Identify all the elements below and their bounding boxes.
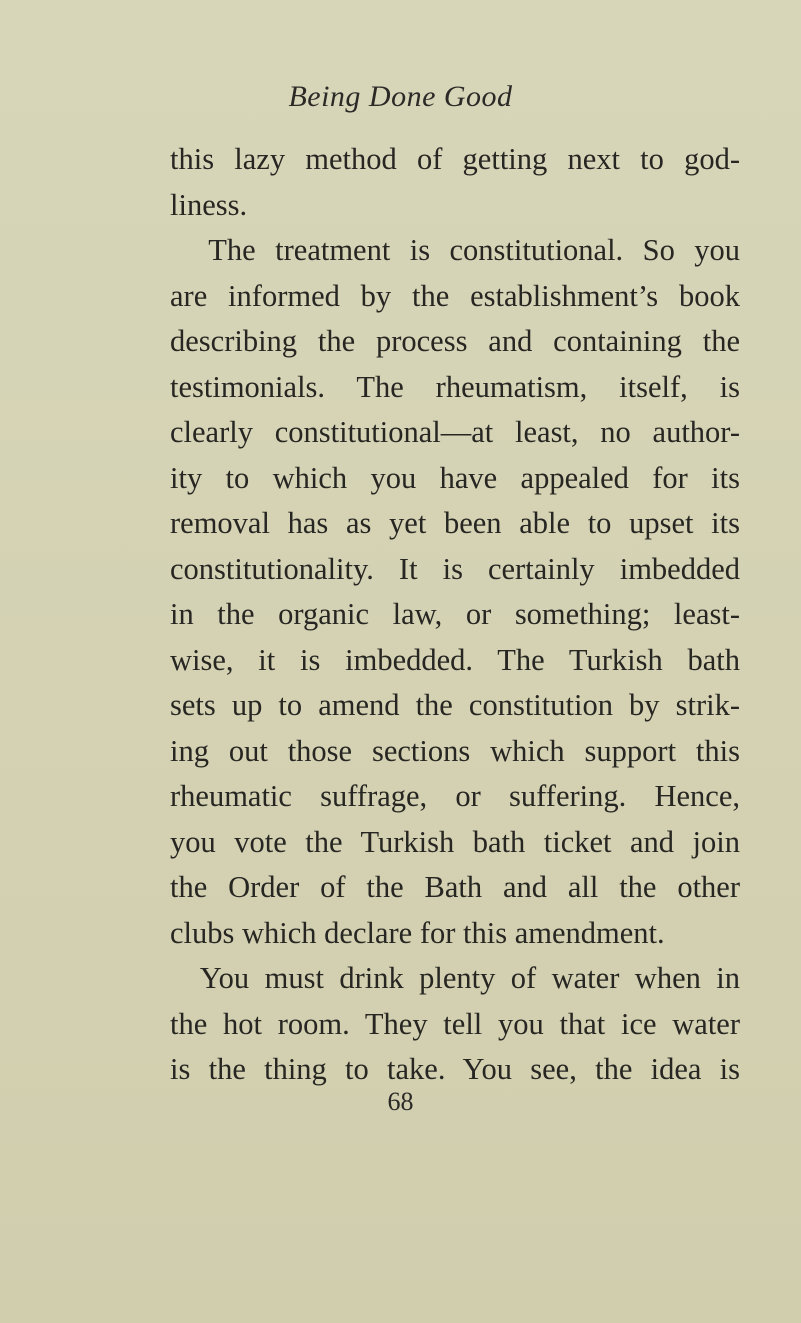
- text-line: describing the process and containing the: [170, 324, 740, 358]
- text-line: is the thing to take. You see, the idea is: [170, 1052, 740, 1086]
- text-line: clubs which declare for this amendment.: [170, 915, 665, 950]
- text-line: testimonials. The rheumatism, itself, is: [170, 369, 740, 404]
- text-line: the hot room. They tell you that ice water: [170, 1006, 740, 1041]
- text-line: The treatment is constitutional. So you: [170, 233, 740, 267]
- text-line: in the organic law, or something; least-: [170, 597, 740, 631]
- text-line: wise, it is imbedded. The Turkish bath: [170, 642, 740, 677]
- text-line: rheumatic suffrage, or suffering. Hence,: [170, 779, 740, 813]
- text-line: clearly constitutional—at least, no author-: [170, 415, 740, 449]
- text-line: liness.: [170, 187, 248, 222]
- text-line: this lazy method of getting next to god-: [170, 142, 740, 176]
- text-line: You must drink plenty of water when in: [170, 961, 740, 995]
- page-number: 68: [387, 1087, 414, 1116]
- body-text: [170, 137, 740, 1093]
- text-line: the Order of the Bath and all the other: [170, 870, 740, 904]
- text-line: sets up to amend the constitution by strik-: [170, 688, 740, 722]
- text-line: ing out those sections which support this: [170, 733, 740, 768]
- text-line: removal has as yet been able to upset its: [170, 506, 740, 540]
- text-line: you vote the Turkish bath ticket and join: [170, 824, 740, 859]
- text-line: constitutionality. It is certainly imbedded: [170, 551, 740, 586]
- running-head: Being Done Good: [288, 80, 513, 113]
- text-line: ity to which you have appealed for its: [170, 460, 740, 495]
- text-line: are informed by the establishment’s book: [170, 278, 740, 313]
